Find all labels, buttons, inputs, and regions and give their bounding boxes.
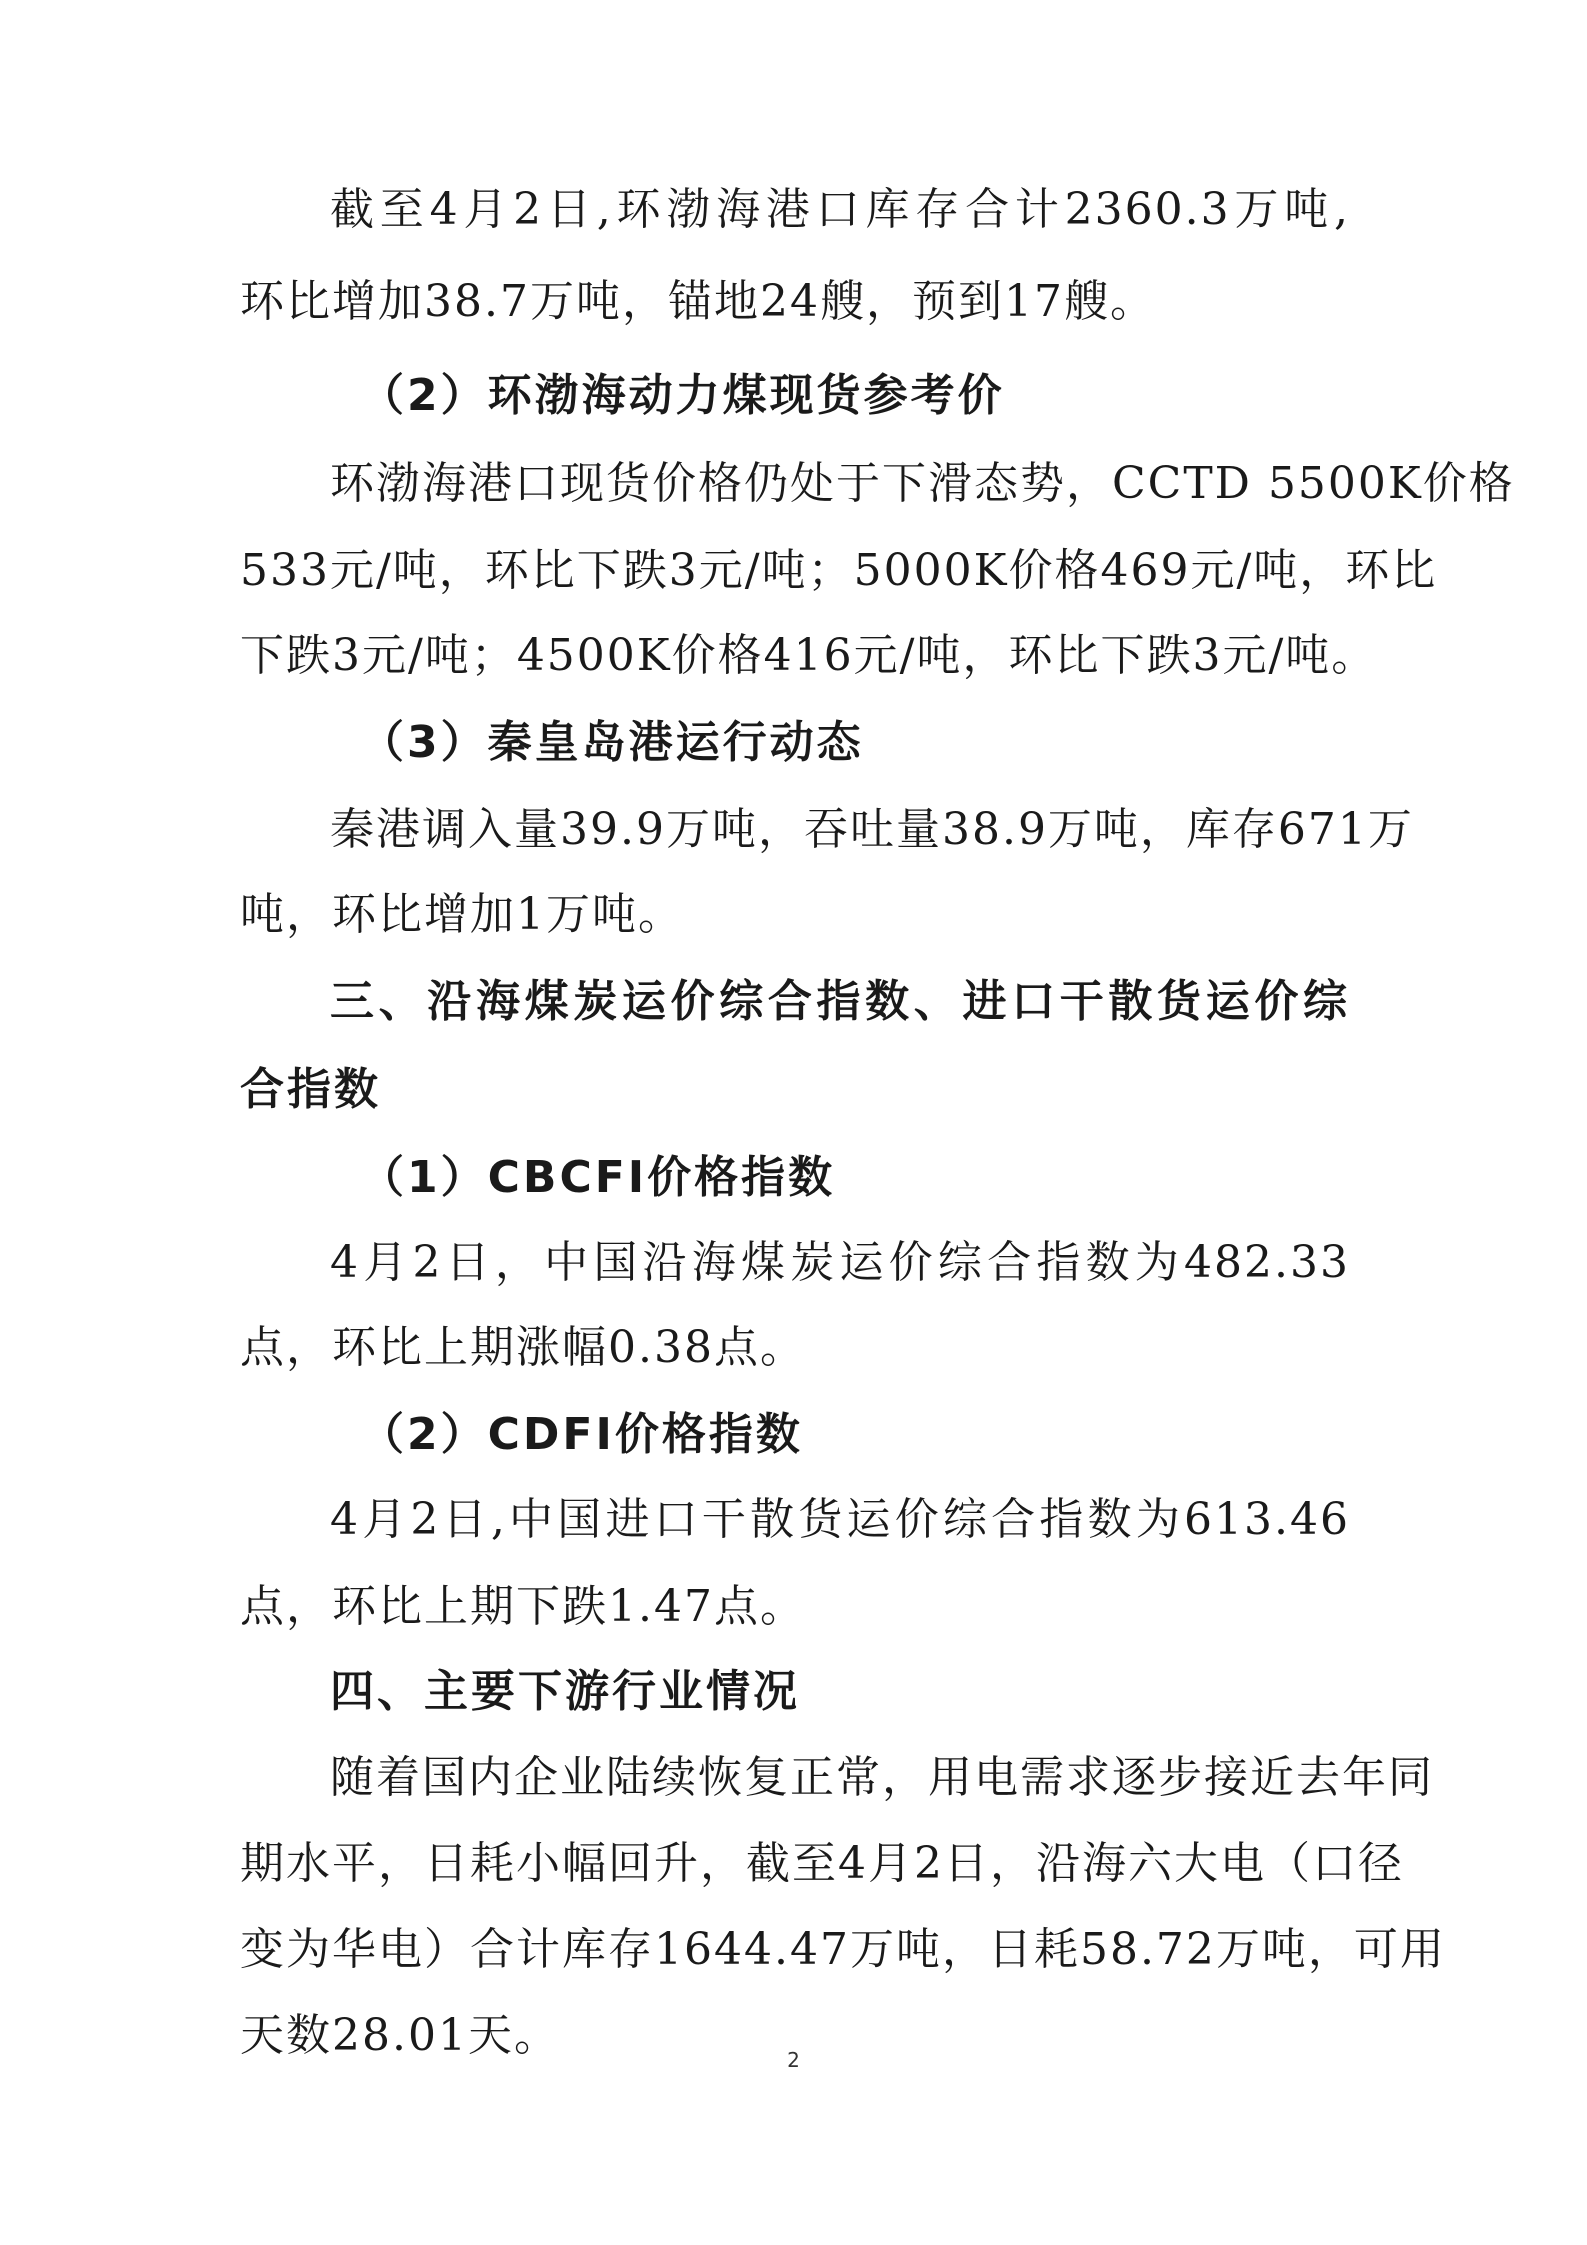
paragraph-line: 秦港调入量39.9万吨，吞吐量38.9万吨，库存671万 <box>330 804 1414 855</box>
paragraph-line: 吨，环比增加1万吨。 <box>240 889 684 940</box>
paragraph-line: 环比增加38.7万吨，锚地24艘，预到17艘。 <box>240 276 1156 327</box>
paragraph-line: 截至4月2日,环渤海港口库存合计2360.3万吨, <box>330 184 1350 235</box>
paragraph-line: 点，环比上期下跌1.47点。 <box>240 1581 806 1632</box>
section-heading: （2）环渤海动力煤现货参考价 <box>360 370 1005 421</box>
section-heading: （3）秦皇岛港运行动态 <box>360 717 864 768</box>
paragraph-line: 4月2日,中国进口干散货运价综合指数为613.46 <box>330 1494 1350 1545</box>
section-heading: （2）CDFI价格指数 <box>360 1409 803 1460</box>
paragraph-line: 下跌3元/吨；4500K价格416元/吨，环比下跌3元/吨。 <box>240 630 1378 681</box>
section-heading: （1）CBCFI价格指数 <box>360 1152 836 1203</box>
paragraph-line: 533元/吨，环比下跌3元/吨；5000K价格469元/吨，环比 <box>240 545 1438 596</box>
paragraph-line: 4月2日，中国沿海煤炭运价综合指数为482.33 <box>330 1237 1350 1288</box>
paragraph-line: 随着国内企业陆续恢复正常，用电需求逐步接近去年同 <box>330 1752 1434 1803</box>
chapter-heading: 三、沿海煤炭运价综合指数、进口干散货运价综 <box>330 976 1350 1027</box>
chapter-heading: 合指数 <box>240 1064 381 1115</box>
paragraph-line: 点，环比上期涨幅0.38点。 <box>240 1322 806 1373</box>
paragraph-line: 期水平，日耗小幅回升，截至4月2日，沿海六大电（口径 <box>240 1838 1404 1889</box>
paragraph-line: 环渤海港口现货价格仍处于下滑态势，CCTD 5500K价格 <box>330 458 1515 509</box>
chapter-heading: 四、主要下游行业情况 <box>330 1666 800 1717</box>
paragraph-line: 变为华电）合计库存1644.47万吨，日耗58.72万吨，可用 <box>240 1924 1446 1975</box>
page-number: 2 <box>787 2048 800 2072</box>
paragraph-line: 天数28.01天。 <box>240 2010 560 2061</box>
